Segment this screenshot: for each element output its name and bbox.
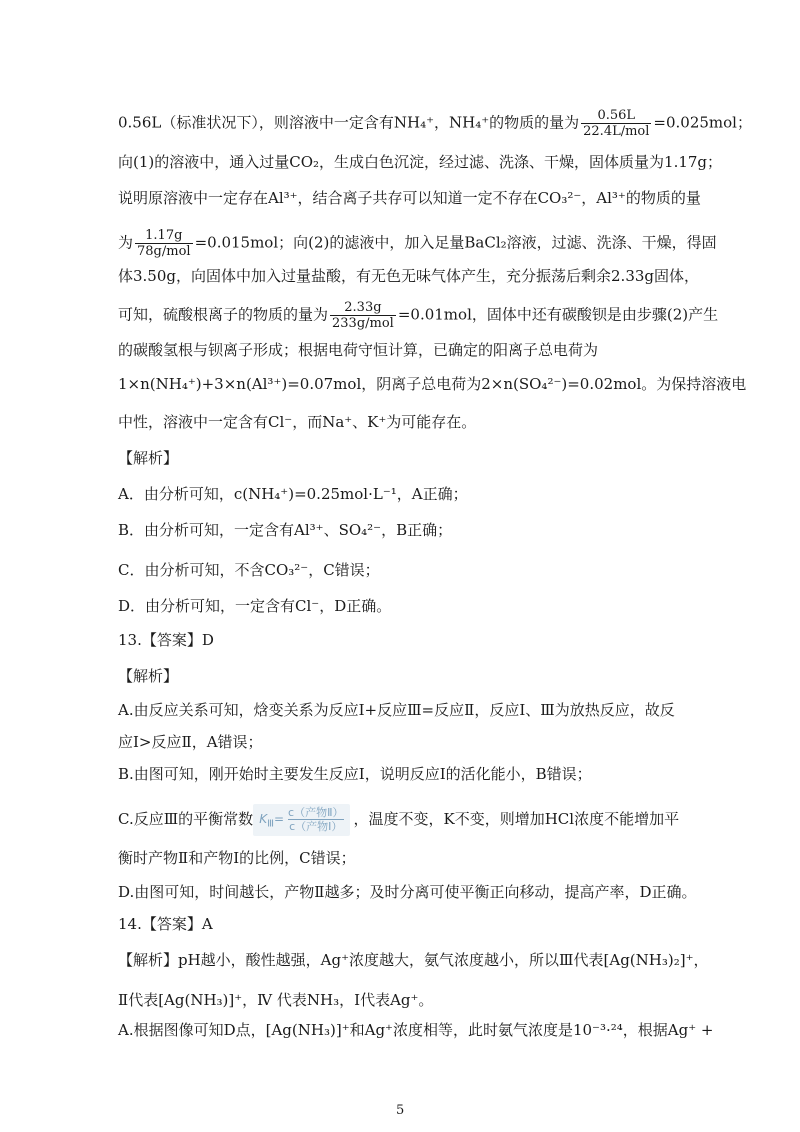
text-run: D．由分析可知，一定含有Cl⁻，D正确。 — [118, 597, 392, 615]
text-run: 体3.50g，向固体中加入过量盐酸，有无色无味气体产生，充分振荡后剩余2.33g固体， — [118, 267, 700, 285]
text-run: 应Ⅰ>反应Ⅱ，A错误； — [118, 733, 263, 751]
text-run: 【解析】pH越小，酸性越强，Ag⁺浓度越大，氨气浓度越小，所以Ⅲ代表[Ag(NH₃)₂]⁺， — [118, 951, 709, 969]
text-line — [118, 732, 263, 752]
text-run: 的碳酸氢根与钡离子形成；根据电荷守恒计算，已确定的阳离子总电荷为 — [118, 341, 599, 359]
text-line — [118, 596, 391, 616]
k-fraction: c（产物Ⅱ） c（产物Ⅰ） — [288, 806, 344, 833]
text-line — [118, 1020, 713, 1040]
text-run: B．由分析可知，一定含有Al³⁺、SO₄²⁻，B正确； — [118, 521, 453, 539]
text-line — [118, 188, 701, 208]
text-run: B.由图可知，刚开始时主要发生反应Ⅰ，说明反应Ⅰ的活化能小，B错误； — [118, 765, 592, 783]
text-run: =0.025mol； — [653, 113, 752, 132]
text-line — [118, 804, 679, 836]
fraction-numerator: 0.56L — [581, 108, 651, 124]
text-run: =0.01mol，固体中还有碳酸钡是由步骤(2)产生 — [397, 305, 719, 324]
text-run: 14.【答案】A — [118, 915, 213, 933]
text-run: 【解析】 — [118, 667, 179, 685]
text-run: Ⅱ代表[Ag(NH₃)]⁺，Ⅳ 代表NH₃，Ⅰ代表Ag⁺。 — [118, 991, 434, 1009]
text-run: 可知，硫酸根离子的物质的量为 — [118, 305, 329, 324]
text-line — [118, 152, 722, 172]
text-line — [118, 520, 452, 540]
text-run: 中性，溶液中一定含有Cl⁻，而Na⁺、K⁺为可能存在。 — [118, 413, 477, 431]
text-line — [118, 848, 356, 868]
page-number: 5 — [396, 1103, 405, 1118]
text-run: 向(1)的溶液中，通入过量CO₂，生成白色沉淀，经过滤、洗涤、干燥，固体质量为1.17g； — [118, 153, 723, 171]
text-run: C.反应Ⅲ的平衡常数 — [118, 810, 254, 829]
text-line — [118, 374, 746, 394]
equilibrium-constant-image — [253, 804, 349, 836]
text-line — [118, 228, 717, 259]
text-run: 说明原溶液中一定存在Al³⁺，结合离子共存可以知道一定不存在CO₃²⁻，Al³⁺的物质的量 — [118, 189, 701, 207]
text-run: =0.015mol；向(2)的滤液中，加入足量BaCl₂溶液，过滤、洗涤、干燥，得固 — [194, 233, 717, 252]
text-line — [118, 412, 476, 432]
text-line — [118, 266, 699, 286]
text-run: A．由分析可知，c(NH₄⁺)=0.25mol·L⁻¹，A正确； — [118, 485, 468, 503]
text-run: C．由分析可知，不含CO₃²⁻，C错误； — [118, 561, 380, 579]
fraction-denominator: 22.4L/mol — [583, 124, 650, 139]
text-run: A.由反应关系可知，焓变关系为反应Ⅰ+反应Ⅲ=反应Ⅱ，反应Ⅰ、Ⅲ为放热反应，故反 — [118, 701, 675, 719]
k-symbol: $K_Ⅲ=$ — [259, 812, 285, 830]
text-line — [118, 666, 178, 686]
text-line — [118, 700, 675, 720]
text-line — [118, 882, 697, 902]
text-run: D.由图可知，时间越长，产物Ⅱ越多；及时分离可使平衡正向移动，提高产率，D正确。 — [118, 883, 697, 901]
text-line — [118, 448, 178, 468]
text-run: 0.56L（标准状况下），则溶液中一定含有NH₄⁺，NH₄⁺的物质的量为 — [118, 113, 580, 132]
fraction — [581, 108, 651, 139]
text-line — [118, 950, 709, 970]
fraction-denominator: 78g/mol — [137, 244, 191, 259]
text-line — [118, 990, 433, 1010]
fraction-numerator: 1.17g — [135, 228, 193, 244]
fraction — [330, 300, 396, 331]
text-line — [118, 484, 468, 504]
text-line — [118, 764, 592, 784]
fraction — [135, 228, 193, 259]
text-run: 【解析】 — [118, 449, 179, 467]
text-run: 为 — [118, 233, 134, 252]
text-run: 13.【答案】D — [118, 631, 214, 649]
text-line — [118, 340, 598, 360]
text-line — [118, 914, 213, 934]
fraction-numerator: 2.33g — [330, 300, 396, 316]
text-line — [118, 300, 718, 331]
text-run: ，温度不变，K不变，则增加HCl浓度不能增加平 — [353, 810, 680, 829]
text-line — [118, 560, 380, 580]
text-line — [118, 108, 752, 139]
fraction-denominator: 233g/mol — [332, 316, 394, 331]
text-run: 1×n(NH₄⁺)+3×n(Al³⁺)=0.07mol，阴离子总电荷为2×n(SO₄²⁻)=0.02mol。为保持溶液电 — [118, 375, 747, 393]
text-line — [118, 630, 214, 650]
text-run: A.根据图像可知D点，[Ag(NH₃)]⁺和Ag⁺浓度相等，此时氨气浓度是10⁻³·²⁴，根据Ag⁺ + — [118, 1021, 714, 1039]
text-run: 衡时产物Ⅱ和产物Ⅰ的比例，C错误； — [118, 849, 356, 867]
